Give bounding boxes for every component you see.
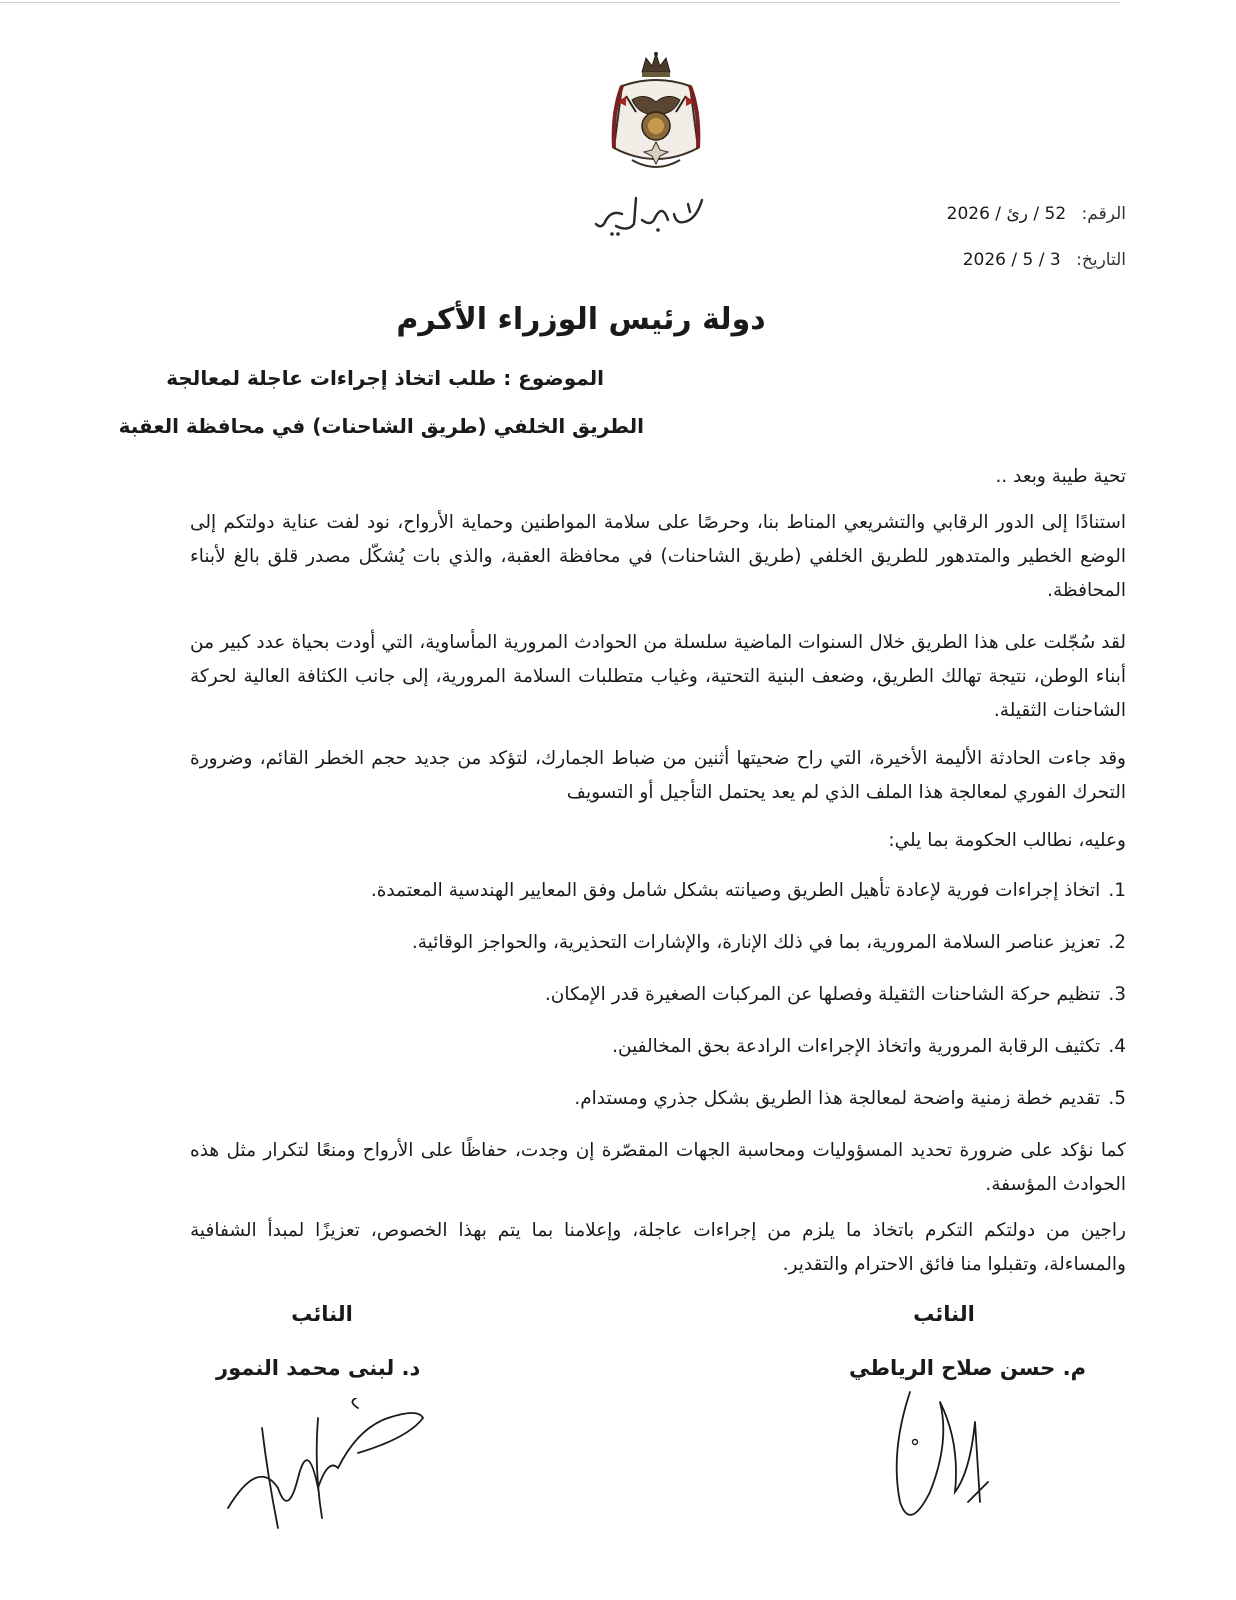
- demand-item: [545, 984, 1126, 1005]
- jordan-coat-of-arms-icon: [602, 52, 710, 182]
- demand-item: [574, 1088, 1126, 1109]
- date-value: 3 / 5 / 2026: [962, 250, 1061, 270]
- subject-line-1: الموضوع : طلب اتخاذ إجراءات عاجلة لمعالجة: [166, 366, 604, 390]
- addressee-heading: دولة رئيس الوزراء الأكرم: [396, 302, 766, 337]
- reference-value: 52 / رئ / 2026: [946, 204, 1067, 224]
- reference-label: الرقم:: [1081, 204, 1126, 224]
- demand-number: 1.: [1108, 880, 1126, 901]
- demand-item: [371, 880, 1126, 901]
- demand-number: 5.: [1108, 1088, 1126, 1109]
- closing-paragraph-2: راجين من دولتكم التكرم باتخاذ ما يلزم من إجراءات عاجلة، وإعلامنا بما يتم بهذا الخصوص، تعزيزًا لمبدأ الشفافية والمساءلة، وتقبلوا منا فائق الاحترام والتقدير.: [190, 1220, 1126, 1275]
- top-rule: [0, 2, 1120, 3]
- signatory-1-name: م. حسن صلاح الرياطي: [848, 1356, 1086, 1380]
- demand-item: [612, 1036, 1126, 1057]
- demand-text: تعزيز عناصر السلامة المرورية، بما في ذلك الإنارة، والإشارات التحذيرية، والحواجز الوقائية.: [411, 932, 1101, 953]
- demand-item: [412, 932, 1126, 953]
- signatory-2-name: د. لبنى محمد النمور: [216, 1356, 421, 1380]
- subject-line-2: الطريق الخلفي (طريق الشاحنات) في محافظة العقبة: [118, 414, 644, 438]
- demand-text: تنظيم حركة الشاحنات الثقيلة وفصلها عن المركبات الصغيرة قدر الإمكان.: [544, 984, 1101, 1005]
- signatory-2-title: النائب: [291, 1302, 353, 1326]
- demand-number: 2.: [1108, 932, 1126, 953]
- greeting: تحية طيبة وبعد ..: [995, 466, 1126, 487]
- paragraph-1: استنادًا إلى الدور الرقابي والتشريعي المناط بنا، وحرصًا على سلامة المواطنين وحماية الأرواح، نود لفت عناية دولتكم إلى الوضع الخطير والمتدهور للطريق الخلفي (طريق الشاحنات) في محافظة العقبة، والذي بات يُشكّل مصدر قلق بالغ لأبناء المحافظة.: [190, 512, 1126, 601]
- paragraph-3: وقد جاءت الحادثة الأليمة الأخيرة، التي راح ضحيتها أثنين من ضباط الجمارك، لتؤكد من جديد حجم الخطر القائم، وضرورة التحرك الفوري لمعالجة هذا الملف الذي لم يعد يحتمل التأجيل أو التسويف: [190, 748, 1126, 803]
- reference-number-line: [947, 204, 1126, 224]
- paragraph-2: لقد سُجّلت على هذا الطريق خلال السنوات الماضية سلسلة من الحوادث المرورية المأساوية، التي أودت بحياة عدد كبير من أبناء الوطن، نتيجة تهالك الطريق، وضعف البنية التحتية، وغياب متطلبات السلامة المرورية، إلى جانب الكثافة العالية لحركة الشاحنات الثقيلة.: [190, 632, 1126, 721]
- signatory-1-signature: [880, 1382, 1000, 1532]
- demand-text: تقديم خطة زمنية واضحة لمعالجة هذا الطريق بشكل جذري ومستدام.: [574, 1088, 1101, 1109]
- demands-intro: وعليه، نطالب الحكومة بما يلي:: [888, 830, 1126, 851]
- demand-text: اتخاذ إجراءات فورية لإعادة تأهيل الطريق وصيانته بشكل شامل وفق المعايير الهندسية المعتمدة.: [370, 880, 1101, 901]
- signatory-1-title: النائب: [913, 1302, 975, 1326]
- parliament-logo: [592, 190, 716, 240]
- closing-paragraph-1: كما نؤكد على ضرورة تحديد المسؤوليات ومحاسبة الجهات المقصّرة إن وجدت، حفاظًا على الأرواح ومنعًا لتكرار مثل هذه الحوادث المؤسفة.: [190, 1140, 1126, 1195]
- demand-text: تكثيف الرقابة المرورية واتخاذ الإجراءات الرادعة بحق المخالفين.: [612, 1036, 1101, 1057]
- demand-number: 3.: [1108, 984, 1126, 1005]
- signatory-2-signature: [218, 1398, 438, 1538]
- date-line: [963, 250, 1126, 270]
- demand-number: 4.: [1108, 1036, 1126, 1057]
- date-label: التاريخ:: [1076, 250, 1126, 270]
